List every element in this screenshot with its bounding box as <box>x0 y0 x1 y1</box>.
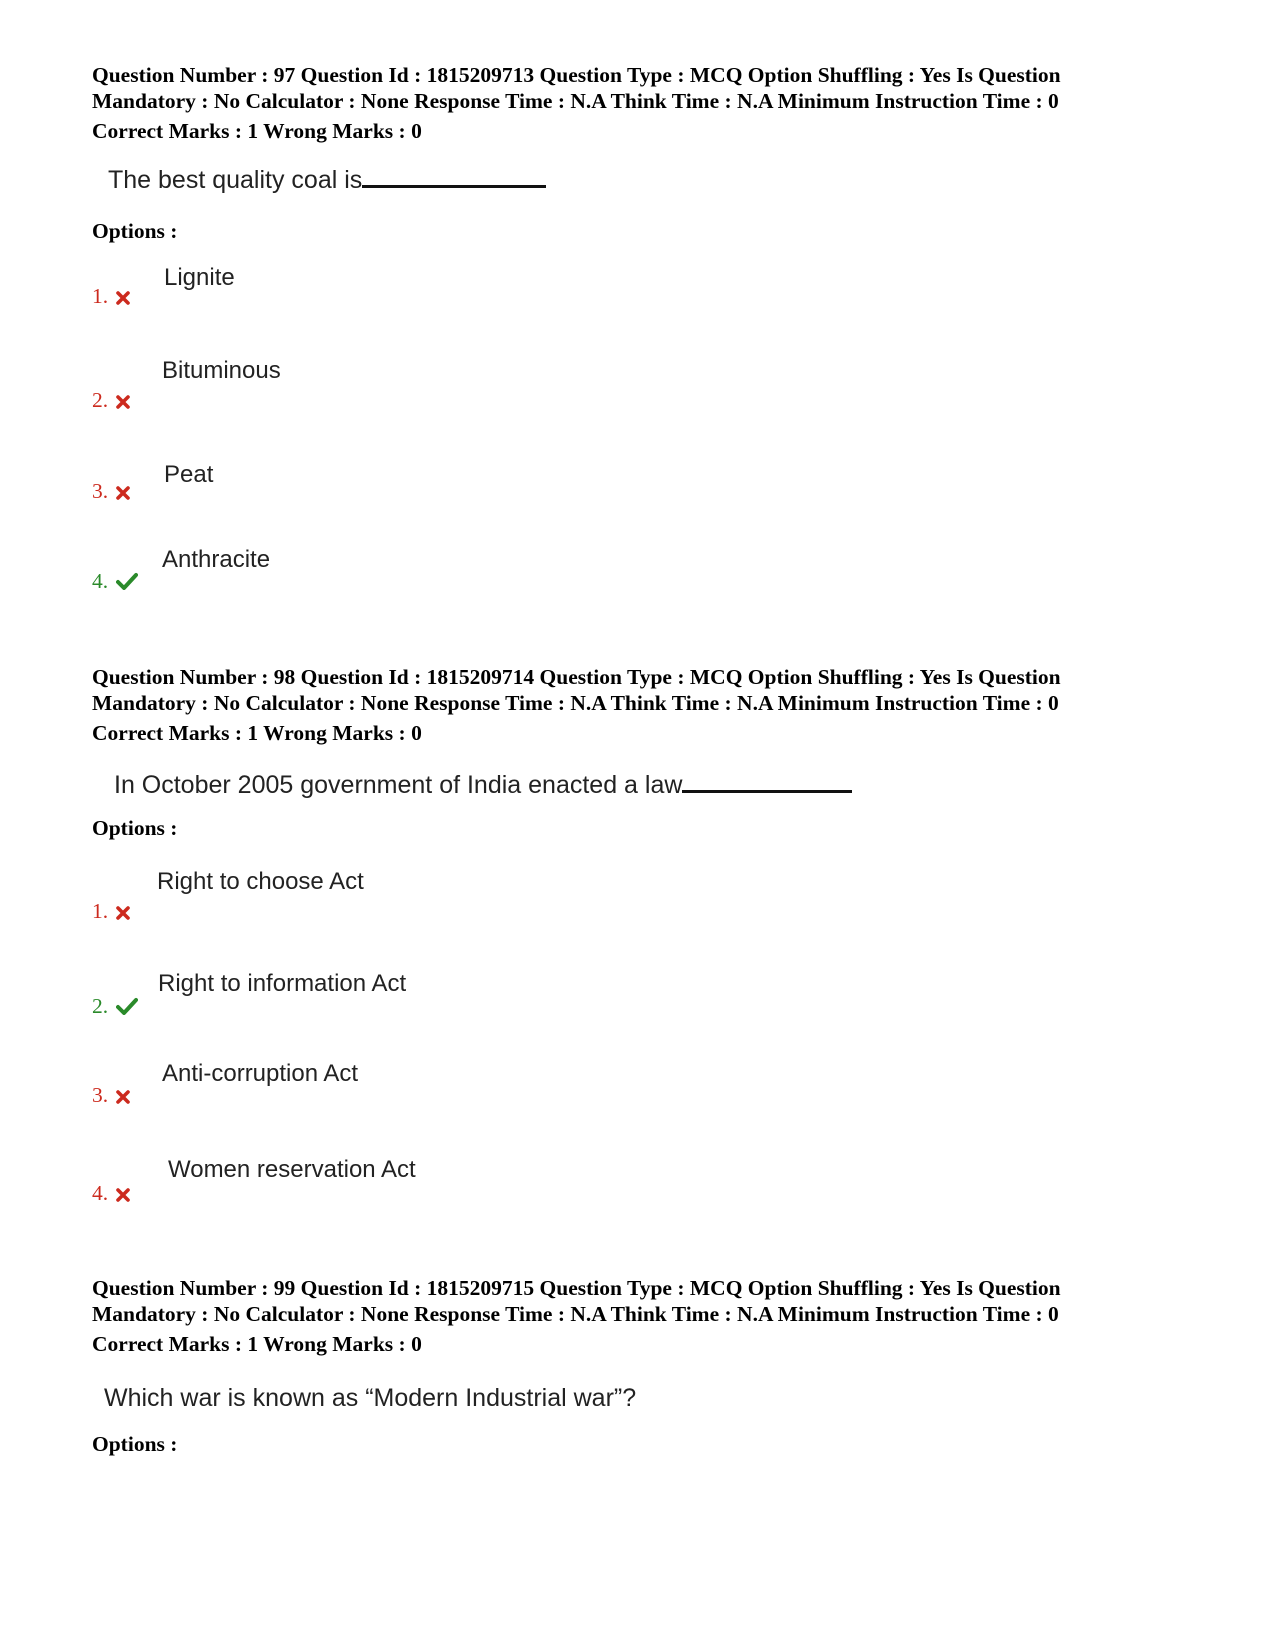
cross-icon <box>116 1085 130 1110</box>
marks-line: Correct Marks : 1 Wrong Marks : 0 <box>92 721 422 745</box>
option-number-label: 2. <box>92 994 109 1018</box>
option-text: Right to choose Act <box>157 868 364 895</box>
question-header <box>92 664 1061 716</box>
option-number-label: 2. <box>92 388 109 412</box>
header-line-1: Question Number : 99 Question Id : 1815209715 Question Type : MCQ Option Shuffling : Yes Is Question <box>92 1276 1061 1300</box>
answer-blank <box>682 768 852 793</box>
option-number <box>92 1083 130 1110</box>
option-text: Right to information Act <box>158 970 407 997</box>
answer-blank <box>362 163 546 188</box>
question-header <box>92 1275 1061 1327</box>
marks-line: Correct Marks : 1 Wrong Marks : 0 <box>92 119 422 143</box>
option-text: Anthracite <box>162 546 271 573</box>
options-label: Options : <box>92 816 178 840</box>
question-header <box>92 62 1061 114</box>
option-number-label: 4. <box>92 569 109 593</box>
option-text: Anti-corruption Act <box>162 1060 359 1087</box>
option-text: Lignite <box>164 264 235 291</box>
option-number <box>92 388 130 415</box>
check-icon <box>116 571 138 596</box>
header-line-1: Question Number : 98 Question Id : 1815209714 Question Type : MCQ Option Shuffling : Yes Is Question <box>92 665 1061 689</box>
question-text <box>114 768 852 800</box>
option-number-label: 3. <box>92 479 109 503</box>
option-number <box>92 569 138 596</box>
option-number <box>92 899 130 926</box>
marks-line: Correct Marks : 1 Wrong Marks : 0 <box>92 1332 422 1356</box>
option-number <box>92 479 130 506</box>
cross-icon <box>116 901 130 926</box>
cross-icon <box>116 481 130 506</box>
check-icon <box>116 996 138 1021</box>
option-number-label: 1. <box>92 899 109 923</box>
header-line-2: Mandatory : No Calculator : None Response Time : N.A Think Time : N.A Minimum Instruction Time : 0 <box>92 1302 1059 1326</box>
question-text-label: The best quality coal is <box>108 166 363 194</box>
header-line-2: Mandatory : No Calculator : None Response Time : N.A Think Time : N.A Minimum Instruction Time : 0 <box>92 89 1059 113</box>
option-text: Bituminous <box>162 357 281 384</box>
option-number-label: 3. <box>92 1083 109 1107</box>
question-text-label: In October 2005 government of India enacted a law <box>114 771 683 799</box>
option-number <box>92 1181 130 1208</box>
question-text: Which war is known as “Modern Industrial war”? <box>104 1384 637 1412</box>
option-number <box>92 284 130 311</box>
option-text: Peat <box>164 461 214 488</box>
header-line-1: Question Number : 97 Question Id : 1815209713 Question Type : MCQ Option Shuffling : Yes Is Question <box>92 63 1061 87</box>
question-text <box>108 163 546 195</box>
options-label: Options : <box>92 1432 178 1456</box>
option-number-label: 1. <box>92 284 109 308</box>
option-text: Women reservation Act <box>168 1156 416 1183</box>
option-number-label: 4. <box>92 1181 109 1205</box>
header-line-2: Mandatory : No Calculator : None Response Time : N.A Think Time : N.A Minimum Instruction Time : 0 <box>92 691 1059 715</box>
options-label: Options : <box>92 219 178 243</box>
cross-icon <box>116 1183 130 1208</box>
cross-icon <box>116 286 130 311</box>
option-number <box>92 994 138 1021</box>
cross-icon <box>116 390 130 415</box>
